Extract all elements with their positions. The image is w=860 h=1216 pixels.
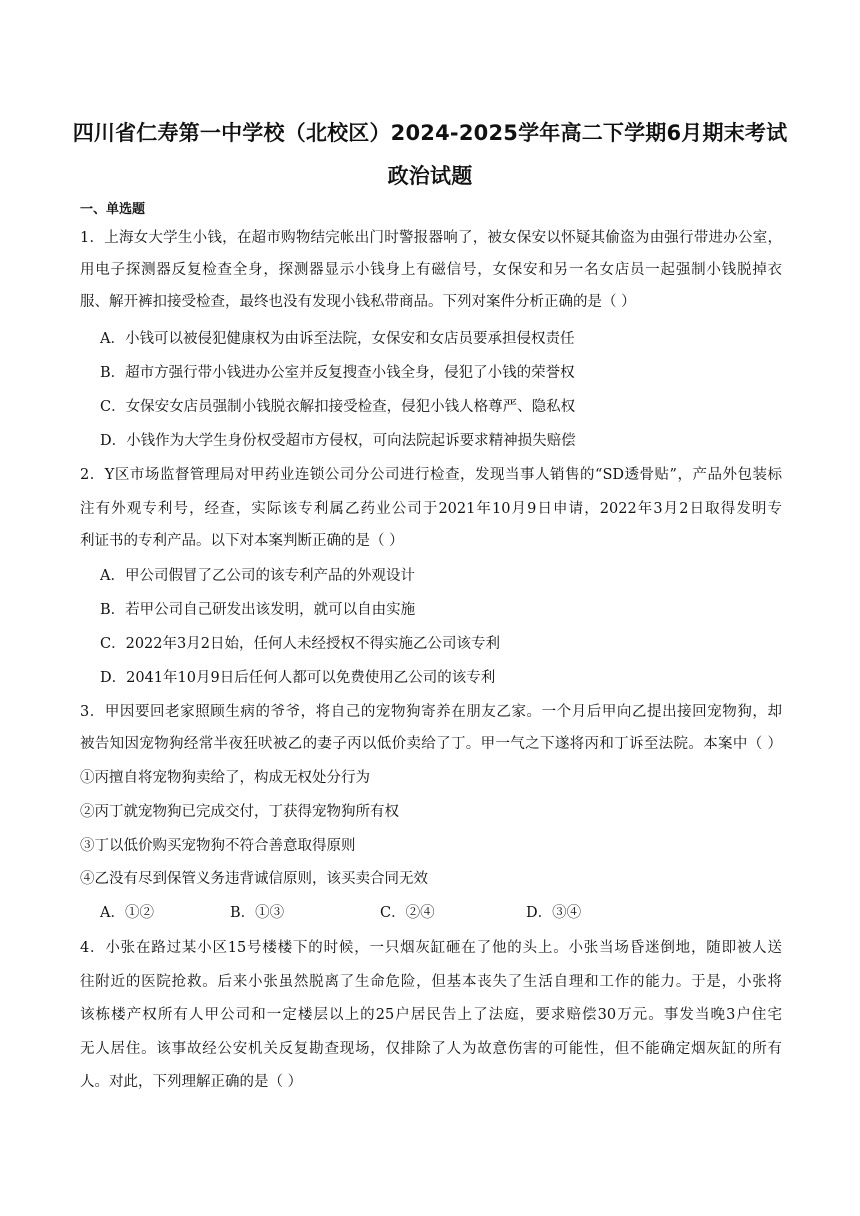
question-text-line: 用电子探测器反复检查全身，探测器显示小钱身上有磁信号，女保安和另一名女店员一起强制小钱脱掉衣 [80,262,782,278]
question-text-line: 3．甲因要回老家照顾生病的爷爷，将自己的宠物狗寄养在朋友乙家。一个月后甲向乙提出接回宠物狗，却 [80,704,782,720]
option-a: A．①② [100,905,154,921]
statement-3: ③丁以低价购买宠物狗不符合善意取得原则 [80,838,356,854]
question-text-line: 4．小张在路过某小区15号楼楼下的时候，一只烟灰缸砸在了他的头上。小张当场昏迷倒地，随即被人送 [80,940,782,956]
option-c: C．2022年3月2日始，任何人未经授权不得实施乙公司该专利 [100,636,500,652]
document-subtitle: 政治试题 [387,164,473,188]
question-text-line: 被告知因宠物狗经常半夜狂吠被乙的妻子丙以低价卖给了丁。甲一气之下遂将丙和丁诉至法院。本案中（ ） [80,736,782,752]
question-text-line: 往附近的医院抢救。后来小张虽然脱离了生命危险，但基本丧失了生活自理和工作的能力。于是，小张将 [80,974,782,990]
statement-1: ①丙擅自将宠物狗卖给了，构成无权处分行为 [80,770,370,786]
option-d: D．小钱作为大学生身份权受超市方侵权，可向法院起诉要求精神损失赔偿 [100,433,576,449]
question-text-line: 该栋楼产权所有人甲公司和一定楼层以上的25户居民告上了法庭，要求赔偿30万元。事发当晚3户住宅 [80,1007,782,1023]
section-heading: 一、单选题 [80,202,146,217]
option-a: A．甲公司假冒了乙公司的该专利产品的外观设计 [100,568,415,584]
question-text-line: 2．Y区市场监督管理局对甲药业连锁公司分公司进行检查，发现当事人销售的“SD透骨贴”，产品外包装标 [80,467,782,483]
question-text-line: 服、解开裤扣接受检查，最终也没有发现小钱私带商品。下列对案件分析正确的是（ ） [80,294,636,310]
question-text-line: 注有外观专利号，经查，实际该专利属乙药业公司于2021年10月9日申请，2022年3月2日取得发明专 [80,501,782,517]
option-b: B．若甲公司自己研发出该发明，就可以自由实施 [100,602,416,618]
statement-2: ②丙丁就宠物狗已完成交付，丁获得宠物狗所有权 [80,804,399,820]
option-d: D．③④ [526,905,582,921]
document-title: 四川省仁寿第一中学校（北校区）2024-2025学年高二下学期6月期末考试 [72,121,788,145]
option-b: B．①③ [230,905,285,921]
question-text-line: 1．上海女大学生小钱，在超市购物结完帐出门时警报器响了，被女保安以怀疑其偷盗为由强行带进办公室， [80,230,782,246]
statement-4: ④乙没有尽到保管义务违背诚信原则，该买卖合同无效 [80,871,428,887]
option-a: A．小钱可以被侵犯健康权为由诉至法院，女保安和女店员要承担侵权责任 [100,331,575,347]
option-c: C．女保安女店员强制小钱脱衣解扣接受检查，侵犯小钱人格尊严、隐私权 [100,399,576,415]
option-b: B．超市方强行带小钱进办公室并反复搜查小钱全身，侵犯了小钱的荣誉权 [100,365,575,381]
option-c: C．②④ [380,905,435,921]
question-text-line: 人。对此，下列理解正确的是（ ） [80,1074,303,1090]
question-text-line: 无人居住。该事故经公安机关反复勘查现场，仅排除了人为故意伤害的可能性，但不能确定烟灰缸的所有 [80,1041,782,1057]
question-text-line: 利证书的专利产品。以下对本案判断正确的是（ ） [80,533,404,549]
option-d: D．2041年10月9日后任何人都可以免费使用乙公司的该专利 [100,670,496,686]
